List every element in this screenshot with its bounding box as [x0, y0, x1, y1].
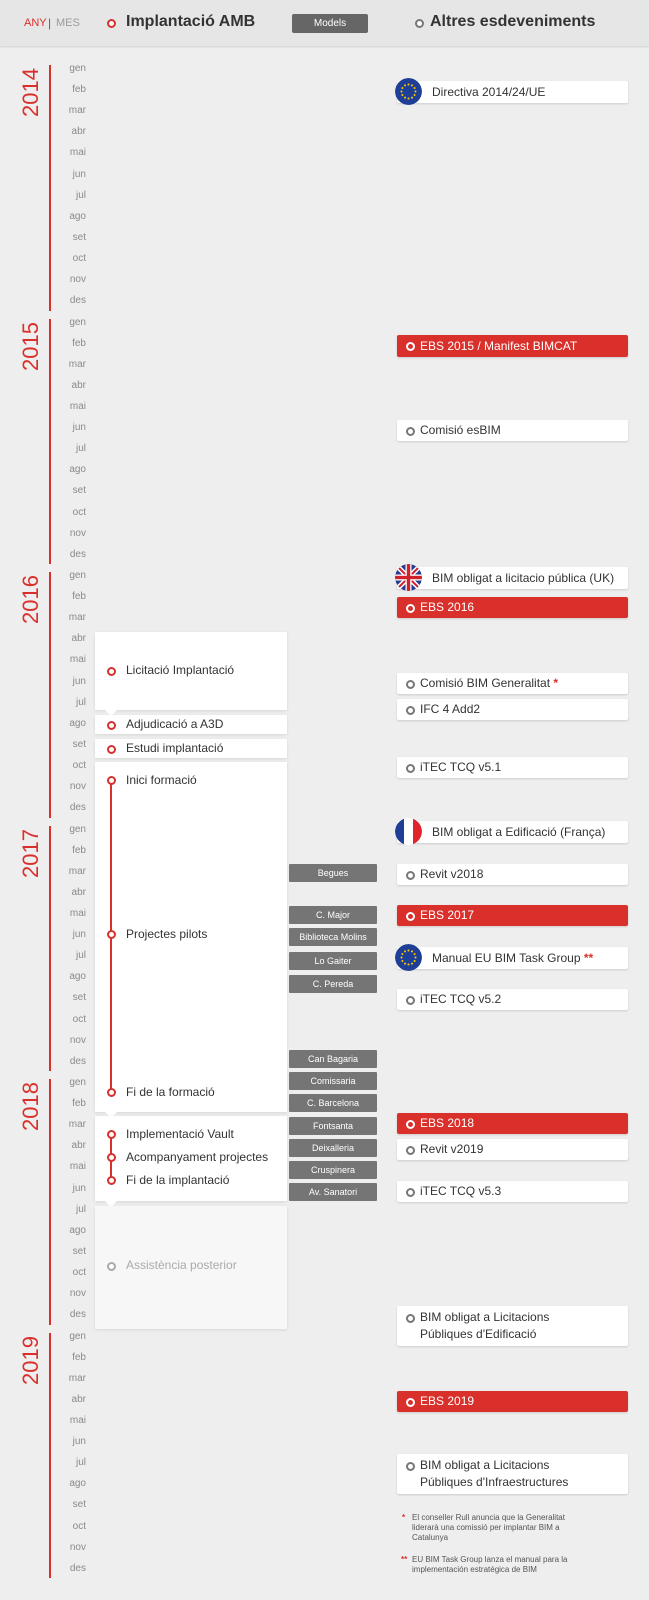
month-label: abr [71, 126, 86, 138]
month-label: ago [69, 1224, 86, 1236]
month-label: mai [69, 147, 86, 159]
footnote-star: ** [583, 951, 594, 965]
month-label: set [72, 1499, 86, 1511]
implementation-end-bullet-icon [107, 1176, 116, 1185]
year-label[interactable] [14, 572, 54, 632]
event-label: Directiva 2014/24/UE [432, 85, 546, 99]
event-bullet-icon [406, 764, 415, 773]
event-itec-52[interactable] [397, 989, 628, 1010]
month-label: jul [75, 696, 86, 708]
month-label: gen [69, 823, 86, 835]
month-label: mai [69, 1414, 86, 1426]
month-label: mai [69, 1161, 86, 1173]
year-label-text: 2016 [18, 575, 43, 624]
month-label: ago [69, 464, 86, 476]
month-label: des [69, 1562, 86, 1574]
month-label: ago [69, 1478, 86, 1490]
event-ebs-2018[interactable] [397, 1113, 628, 1134]
france-flag-icon [395, 818, 422, 845]
event-bullet-icon [406, 871, 415, 880]
event-label: EBS 2018 [420, 1116, 475, 1130]
month-label: feb [72, 591, 86, 603]
month-label: gen [69, 316, 86, 328]
model-tag[interactable]: Cruspinera [289, 1161, 377, 1179]
month-label: oct [72, 1267, 86, 1279]
event-ebs-2017[interactable] [397, 905, 628, 926]
month-label: mar [68, 358, 86, 370]
month-label: mar [68, 612, 86, 624]
event-label-line-1: BIM obligat a Licitacions [420, 1310, 550, 1324]
aftercare-bullet-icon [107, 1262, 116, 1271]
pilot-projects-bullet-icon [107, 930, 116, 939]
year-label-text: 2015 [18, 321, 43, 371]
month-label: jul [75, 1203, 86, 1215]
month-label: jun [72, 675, 86, 687]
event-label: EBS 2015 / Manifest BIMCAT [420, 339, 578, 353]
event-itec-53[interactable] [397, 1181, 628, 1202]
year-view-toggle[interactable]: ANY [24, 17, 47, 29]
month-label: des [69, 802, 86, 814]
month-label: feb [72, 84, 86, 96]
event-ebs-2016[interactable] [397, 597, 628, 618]
month-label: jun [72, 1436, 86, 1448]
month-label: nov [69, 274, 86, 286]
event-label: Revit v2019 [420, 1142, 484, 1156]
year-label[interactable] [14, 319, 54, 379]
model-tag[interactable]: Can Bagaria [289, 1050, 377, 1068]
month-label: gen [69, 570, 86, 581]
event-label: BIM obligat a Edificació (França) [432, 825, 606, 839]
month-label: mar [68, 1372, 86, 1384]
month-label: feb [72, 844, 86, 856]
event-bullet-icon [406, 1146, 415, 1155]
month-label: nov [69, 1288, 86, 1300]
model-tag[interactable]: Biblioteca Molins [289, 928, 377, 946]
event-uk-mandate[interactable] [397, 567, 628, 589]
model-tag[interactable]: Comissaria [289, 1072, 377, 1090]
implantation-bullet-icon [107, 19, 116, 28]
month-label: set [72, 231, 86, 243]
training-end-bullet-icon [107, 1088, 116, 1097]
month-label: jun [72, 422, 86, 434]
support-label: Acompanyament projectes [126, 1150, 269, 1164]
month-label: mai [69, 400, 86, 412]
event-bullet-icon [406, 342, 415, 351]
model-tag[interactable]: Begues [289, 864, 377, 882]
event-bullet-icon [406, 1398, 415, 1407]
month-label: mar [68, 1119, 86, 1131]
month-label: oct [72, 1013, 86, 1025]
event-label [420, 676, 558, 691]
support-bullet-icon [107, 1153, 116, 1162]
month-label: set [72, 992, 86, 1004]
model-tag[interactable]: C. Pereda [289, 975, 377, 993]
footnote-2: EU BIM Task Group lanza el manual para la implementación estratégica de BIM [412, 1555, 568, 1574]
month-label: abr [71, 633, 86, 645]
event-label-text: Manual EU BIM Task Group [432, 951, 581, 965]
tender-label: Licitació Implantació [126, 663, 235, 677]
year-label[interactable] [14, 65, 54, 125]
model-tag[interactable]: Fontsanta [289, 1117, 377, 1135]
models-column-label: Models [292, 14, 368, 33]
event-comisio-esbim[interactable] [397, 420, 628, 441]
event-label: Comisió esBIM [420, 423, 501, 437]
month-label: oct [72, 253, 86, 265]
view-toggle-separator: | [48, 16, 52, 30]
award-bullet-icon [107, 721, 116, 730]
event-label-text: Comisió BIM Generalitat [420, 676, 551, 690]
event-bullet-icon [406, 604, 415, 613]
month-label: des [69, 548, 86, 560]
event-infrastructure-tenders[interactable] [397, 1454, 628, 1494]
month-label: nov [69, 781, 86, 793]
month-label: jul [75, 1457, 86, 1469]
events-column-title: Altres esdeveniments [430, 13, 596, 30]
month-label: gen [69, 1077, 86, 1088]
month-label: ago [69, 971, 86, 983]
award-label: Adjudicació a A3D [126, 717, 224, 731]
event-ebs-2019[interactable] [397, 1391, 628, 1412]
month-label: des [69, 1309, 86, 1321]
event-revit-2019[interactable] [397, 1139, 628, 1160]
event-itec-51[interactable] [397, 757, 628, 778]
event-bullet-icon [406, 427, 415, 436]
month-label: nov [69, 1034, 86, 1046]
event-comisio-generalitat[interactable] [397, 673, 628, 694]
month-label: jul [75, 443, 86, 455]
implantation-column-title: Implantació AMB [126, 13, 256, 30]
vault-bullet-icon [107, 1130, 116, 1139]
month-label: jun [72, 929, 86, 941]
month-label: abr [71, 379, 86, 391]
event-label-line-2: Públiques d'Edificació [420, 1327, 537, 1341]
month-label: feb [72, 1351, 86, 1363]
month-label: jul [75, 189, 86, 201]
year-label-text: 2018 [18, 1082, 43, 1131]
model-tag[interactable]: C. Major [289, 906, 377, 924]
month-label: abr [71, 886, 86, 898]
month-label: abr [71, 1140, 86, 1152]
month-label: mar [68, 865, 86, 877]
month-label: set [72, 738, 86, 750]
month-label: nov [69, 1541, 86, 1553]
year-label-text: 2017 [18, 828, 43, 878]
eu-flag-icon [395, 78, 422, 105]
uk-flag-icon [395, 564, 422, 591]
event-label: iTEC TCQ v5.3 [420, 1184, 502, 1198]
month-label: gen [69, 63, 86, 74]
event-bullet-icon [406, 680, 415, 689]
year-label[interactable] [14, 1333, 54, 1393]
training-start-bullet-icon [107, 776, 116, 785]
year-label-text: 2019 [18, 1335, 43, 1385]
event-france-mandate[interactable] [397, 821, 628, 843]
month-label: mai [69, 654, 86, 666]
vault-label: Implementació Vault [126, 1127, 234, 1141]
event-directive[interactable] [397, 81, 628, 103]
tender-bullet-icon [107, 667, 116, 676]
month-label: jun [72, 168, 86, 180]
month-label: feb [72, 337, 86, 349]
event-label: IFC 4 Add2 [420, 702, 481, 716]
study-bullet-icon [107, 745, 116, 754]
study-label: Estudi implantació [126, 741, 224, 755]
footnote-1-marker: * [402, 1513, 406, 1522]
month-view-toggle[interactable]: MES [56, 17, 80, 29]
event-label: EBS 2017 [420, 908, 475, 922]
year-label[interactable] [14, 826, 54, 886]
event-eu-manual[interactable] [397, 947, 628, 969]
month-label: set [72, 485, 86, 497]
month-label: ago [69, 717, 86, 729]
month-label: mar [68, 105, 86, 117]
event-building-tenders[interactable] [397, 1306, 628, 1346]
month-label: des [69, 1055, 86, 1067]
footnote-2-marker: ** [401, 1555, 408, 1564]
event-bullet-icon [406, 996, 415, 1005]
month-label: feb [72, 1098, 86, 1110]
event-ifc[interactable] [397, 699, 628, 720]
month-label: nov [69, 527, 86, 539]
model-tag[interactable]: Deixalleria [289, 1139, 377, 1157]
event-label: EBS 2016 [420, 600, 475, 614]
year-label-text: 2014 [18, 68, 43, 117]
header-bar [0, 0, 649, 46]
month-label: jun [72, 1182, 86, 1194]
event-label: BIM obligat a licitacio pública (UK) [432, 571, 615, 585]
event-ebs-2015[interactable] [397, 335, 628, 357]
year-label[interactable] [14, 1079, 54, 1139]
event-label: iTEC TCQ v5.2 [420, 992, 502, 1006]
event-bullet-icon [406, 1462, 415, 1471]
event-bullet-icon [406, 1120, 415, 1129]
footnote-star: * [553, 676, 559, 690]
month-label: abr [71, 1393, 86, 1405]
event-label [432, 951, 593, 966]
month-label: gen [69, 1330, 86, 1342]
implementation-end-label: Fi de la implantació [126, 1173, 230, 1187]
event-label: EBS 2019 [420, 1394, 475, 1408]
events-bullet-icon [415, 19, 424, 28]
month-label: mai [69, 907, 86, 919]
event-label: iTEC TCQ v5.1 [420, 760, 502, 774]
event-bullet-icon [406, 1188, 415, 1197]
month-label: oct [72, 506, 86, 518]
event-label-line-2: Públiques d'Infraestructures [420, 1475, 569, 1489]
training-start-label: Inici formació [126, 773, 197, 787]
model-tag[interactable]: Lo Gaiter [289, 952, 377, 970]
training-end-label: Fi de la formació [126, 1085, 215, 1099]
event-label: Revit v2018 [420, 867, 484, 881]
event-bullet-icon [406, 912, 415, 921]
event-revit-2018[interactable] [397, 864, 628, 885]
month-label: set [72, 1245, 86, 1257]
pilot-projects-label: Projectes pilots [126, 927, 208, 941]
model-tag[interactable]: Av. Sanatori [289, 1183, 377, 1201]
month-label: oct [72, 1520, 86, 1532]
month-label: ago [69, 210, 86, 222]
month-label: jul [75, 950, 86, 962]
month-label: oct [72, 760, 86, 772]
footnote-1: El conseller Rull anuncia que la Generalitat liderarà una comissió per implantar BIM a Catalunya [412, 1513, 565, 1542]
eu-flag-icon [395, 944, 422, 971]
month-label: des [69, 295, 86, 307]
model-tag[interactable]: C. Barcelona [289, 1094, 377, 1112]
event-label-line-1: BIM obligat a Licitacions [420, 1458, 550, 1472]
event-bullet-icon [406, 706, 415, 715]
aftercare-label: Assistència posterior [126, 1258, 237, 1272]
event-bullet-icon [406, 1314, 415, 1323]
